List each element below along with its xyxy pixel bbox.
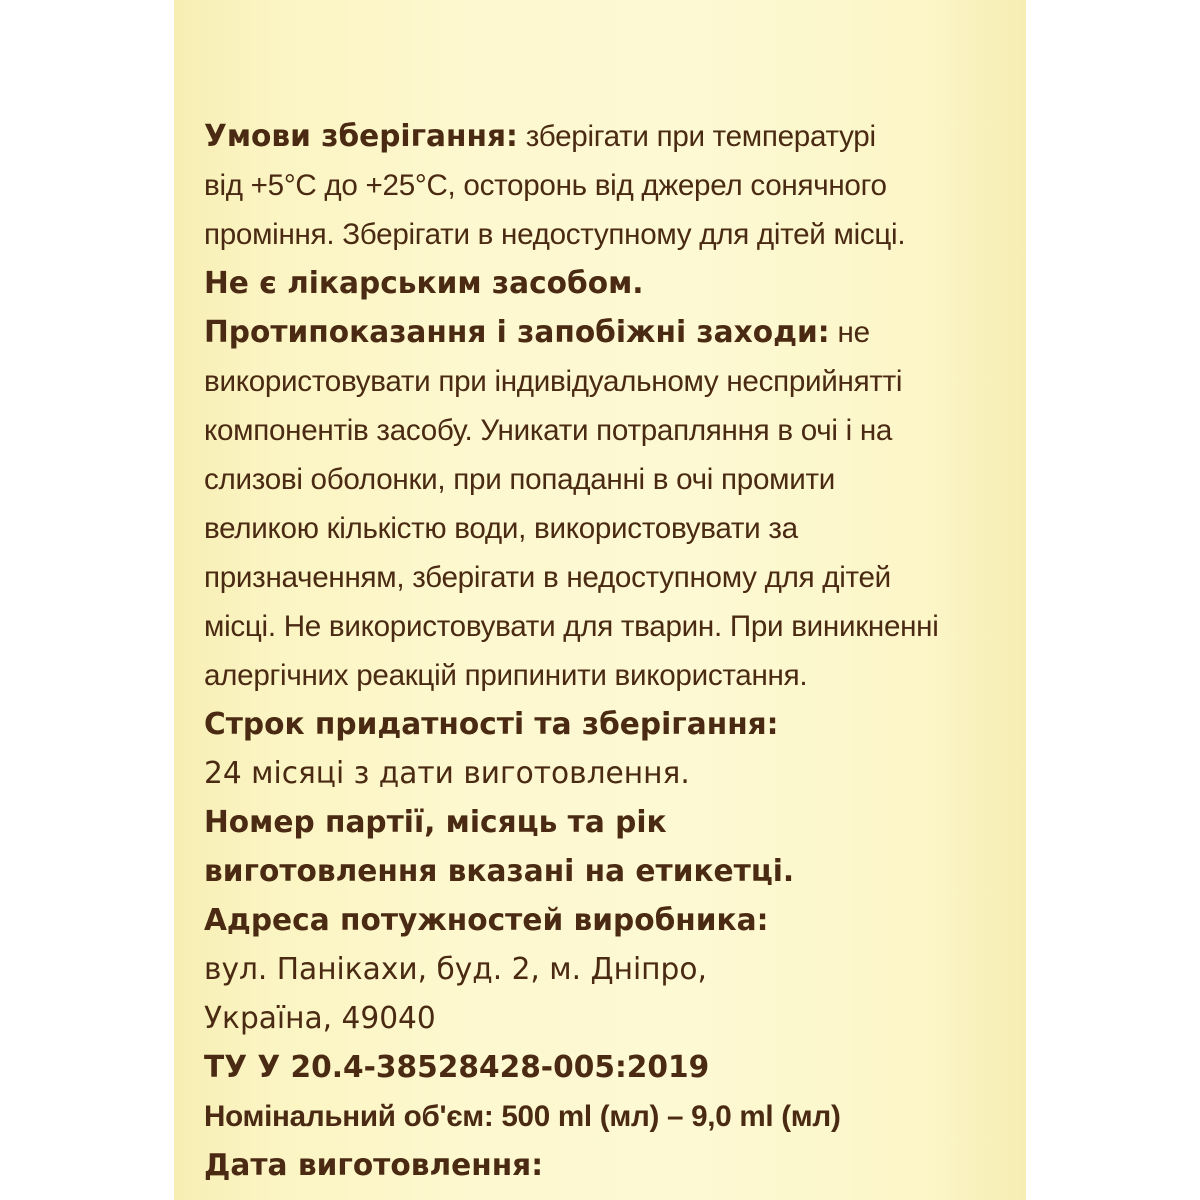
nominal-volume: [204, 1092, 994, 1141]
shelf-life-text: 24 місяці з дати виготовлення.: [204, 756, 690, 791]
not-medicine-notice: Не є лікарським засобом.: [204, 266, 644, 301]
shelf-life-heading: Строк придатності та зберігання:: [204, 707, 779, 742]
storage-heading: Умови зберігання:: [204, 119, 518, 154]
contraindications-heading: Протипоказання і запобіжні заходи:: [204, 315, 830, 350]
storage-text: зберігати при температурі: [517, 120, 876, 153]
contraindications-text: не: [829, 316, 870, 349]
contraindications-line: призначенням, зберігати в недоступному для дітей: [204, 561, 891, 594]
address-line-2: Україна, 49040: [204, 1001, 436, 1036]
volume-value: 500 ml (мл) – 9,0 ml (мл): [493, 1100, 841, 1133]
contraindications-line: великою кількістю води, використовувати за: [204, 512, 798, 545]
storage-line-3: проміння. Зберігати в недоступному для дітей місці.: [204, 218, 906, 251]
address-heading: Адреса потужностей виробника:: [204, 903, 769, 938]
contraindications-line: використовувати при індивідуальному несприйнятті: [204, 365, 903, 398]
contraindications-line-1: [204, 308, 994, 357]
manufacture-date-label: Дата виготовлення:: [204, 1148, 544, 1183]
address-line-1: вул. Панікахи, буд. 2, м. Дніпро,: [204, 952, 707, 987]
contraindications-line: слизові оболонки, при попаданні в очі промити: [204, 463, 835, 496]
contraindications-line: місці. Не використовувати для тварин. При виникненні: [204, 610, 939, 643]
storage-line-1: [204, 112, 994, 161]
storage-line-2: від +5°С до +25°С, осторонь від джерел сонячного: [204, 169, 887, 202]
label-text-block: [204, 112, 1004, 1190]
contraindications-line: компонентів засобу. Уникати потрапляння в очі і на: [204, 414, 893, 447]
contraindications-line: алергічних реакцій припинити використання.: [204, 659, 808, 692]
batch-info-line-2: виготовлення вказані на етикетці.: [204, 854, 795, 889]
technical-standard: ТУ У 20.4-38528428-005:2019: [204, 1050, 710, 1085]
volume-label: Номінальний об'єм:: [204, 1100, 494, 1133]
batch-info-line-1: Номер партії, місяць та рік: [204, 805, 667, 840]
